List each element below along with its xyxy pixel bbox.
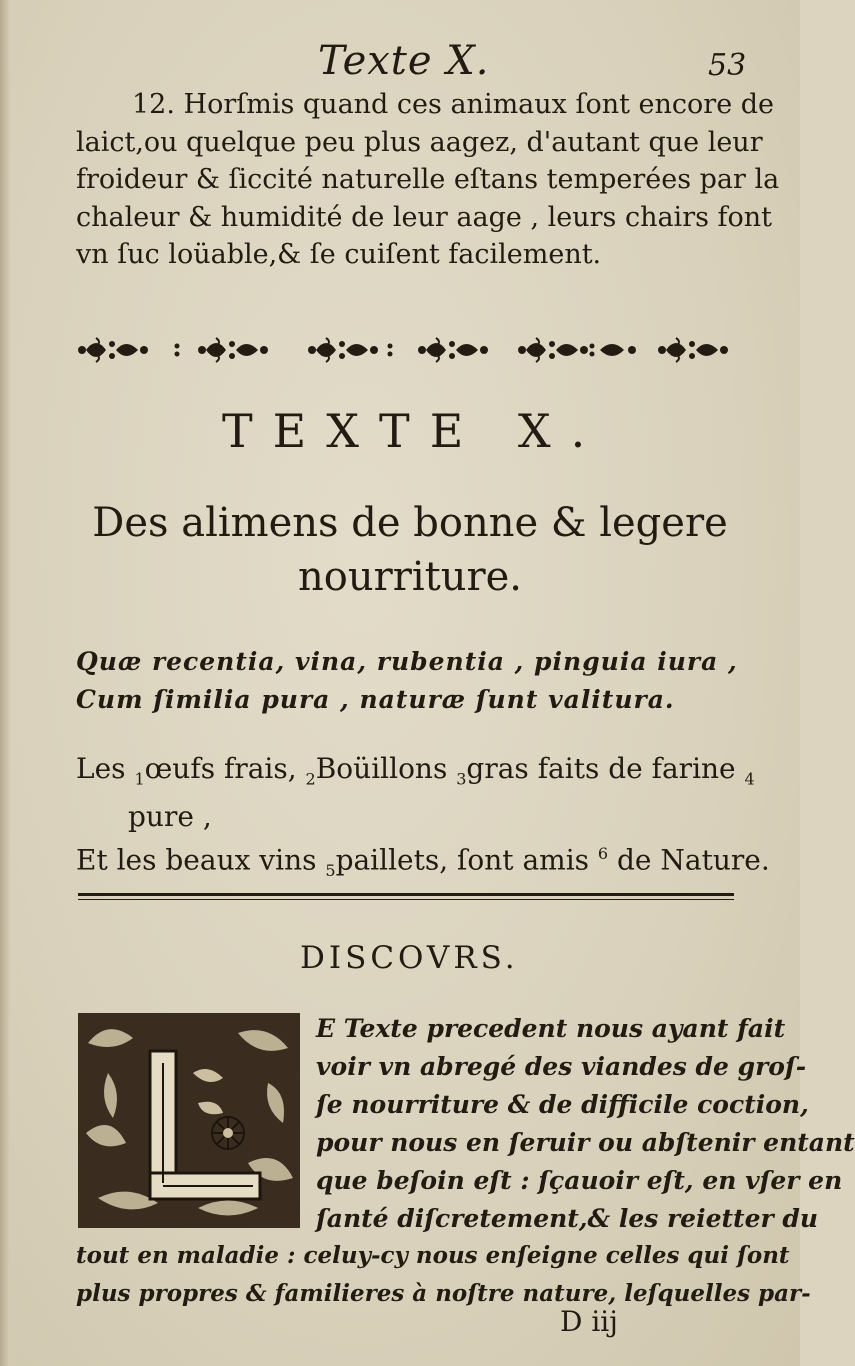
- verse-text: Boüillons: [315, 752, 457, 785]
- section-title: TEXTE X.: [222, 404, 606, 458]
- signature-mark: D iij: [560, 1305, 618, 1338]
- body-line: ſe nourriture & de difficile coction,: [316, 1090, 809, 1119]
- verse-text: gras faits de farine: [466, 752, 745, 785]
- note-marker: 1: [134, 769, 145, 789]
- note-marker: 4: [744, 769, 755, 789]
- chapter-heading: [80, 496, 740, 604]
- verse-text: paillets, ſont amis: [335, 842, 598, 876]
- note-marker: 5: [325, 860, 336, 880]
- verse-text: Et les beaux vins: [76, 842, 326, 876]
- page-number: 53: [708, 48, 747, 83]
- divider-rule: [78, 899, 734, 900]
- note-marker: 3: [456, 769, 467, 789]
- note-marker: 6: [597, 843, 609, 863]
- verse-text: œufs frais,: [144, 752, 306, 785]
- page-gutter-shadow: [0, 0, 10, 1366]
- discours-title: DISCOVRS.: [300, 940, 519, 976]
- french-verse-line: pure ,: [128, 799, 212, 833]
- fleuron-band-icon: [72, 330, 752, 370]
- chapter-heading-line: nourriture.: [298, 554, 522, 600]
- body-line: E Texte precedent nous ayant fait: [316, 1014, 786, 1043]
- body-line: tout en maladie : celuy-cy nous enſeigne celles qui ſont: [76, 1242, 790, 1269]
- body-line: que beſoin eſt : ſçauoir eſt, en vſer en: [316, 1166, 843, 1195]
- woodcut-initial-L-icon: [78, 1013, 300, 1228]
- latin-verse-line: Quæ recentia, vina, rubentia , pinguia iura ,: [76, 647, 738, 676]
- verse-text: de Nature.: [608, 842, 770, 876]
- paragraph-line: vn ſuc loüable,& ſe cuiſent facilement.: [76, 239, 602, 270]
- french-verse-line: [76, 835, 770, 889]
- running-head-title: Texte X.: [318, 38, 490, 84]
- paragraph-12: [76, 86, 780, 274]
- body-line: plus propres & familieres à noſtre nature, leſquelles par-: [76, 1280, 811, 1307]
- french-verse-line: [76, 750, 770, 798]
- body-line: ſanté diſcretement,& les reietter du: [316, 1204, 819, 1233]
- divider-rule: [78, 893, 734, 896]
- paragraph-line: laict,ou quelque peu plus aagez, d'autant que leur: [76, 126, 763, 158]
- note-marker: 2: [305, 769, 316, 789]
- paragraph-line: chaleur & humidité de leur aage , leurs chairs font: [76, 201, 773, 233]
- paragraph-line: 12. Horſmis quand ces animaux ſont encore de: [132, 89, 775, 120]
- body-line: pour nous en ſeruir ou abſtenir entant: [316, 1128, 855, 1157]
- body-line: voir vn abregé des viandes de groſ-: [316, 1052, 807, 1081]
- latin-verse-line: Cum ſimilia pura , naturæ ſunt valitura.: [76, 685, 675, 714]
- latin-verse: [76, 643, 738, 719]
- verse-text: Les: [76, 752, 135, 785]
- french-verse: [76, 750, 770, 889]
- paragraph-line: froideur & ſiccité naturelle eſtans temperées par la: [76, 164, 780, 195]
- chapter-heading-line: Des alimens de bonne & legere: [92, 500, 728, 546]
